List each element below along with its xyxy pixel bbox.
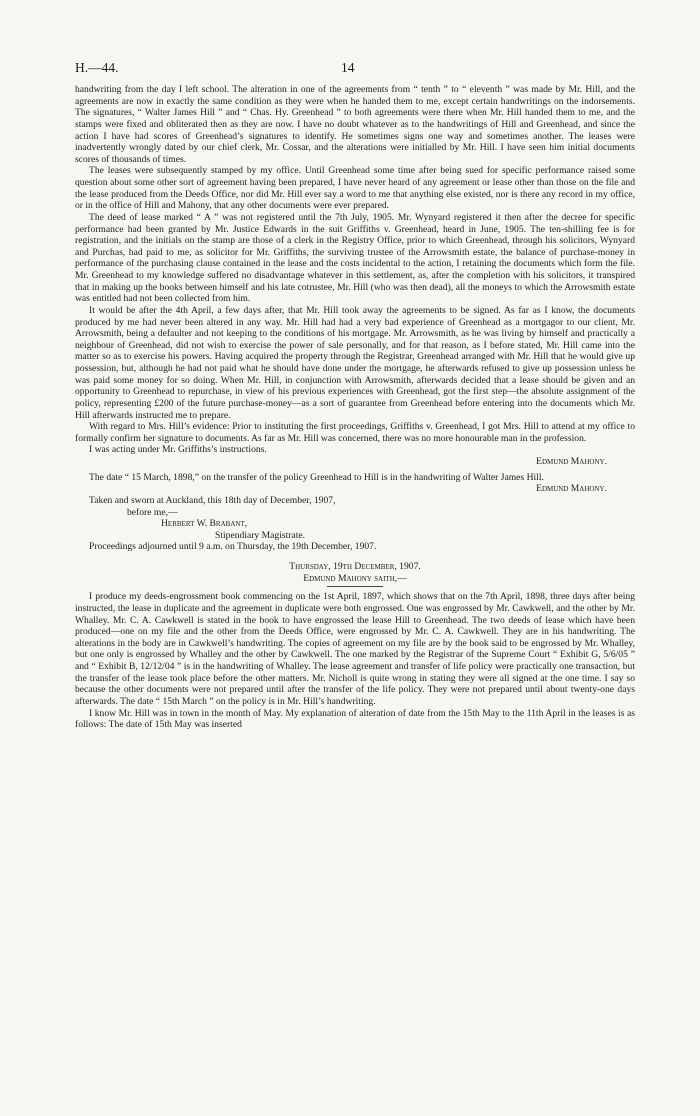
officer-name: Herbert W. Brabant, [161,518,248,530]
paragraph: I produce my deeds-engrossment book commencing on the 1st April, 1897, which shows that on the 7th April, 1898, three days after being instructed, the lease in duplicate and the agreement in duplicate were both engrossed. One was engrossed by Mr. Cawkwell, and the other by Mr. Whalley. Mr. C. A. Cawkwell is stated in the book to have engrossed the lease Hill to Greenhead. The two deeds of lease which have been produced—one on my file and the other from the Deeds Office, were engrossed by Mr. C. A. Cawkwell. They are in his handwriting. The alterations in the body are in Cawkwell’s handwriting. The copies of agreement on my file are by the book said to be engrossed by Mr. Whalley, but one only is engrossed by Whalley and the other by Cawkwell. The one marked by the Registrar of the Supreme Court “ Exhibit G, 5/6/05 ” and “ Exhibit B, 12/12/04 ” is in the handwriting of Whalley. The lease agreement and transfer of life policy were practically one transaction, but the transfer of the lease took place before the other matters. Mr. Nicholl is quite wrong in stating they were all signed at the one time. I say so because the other documents were not prepared until after the transfer of the life policy. They were not prepared until about twenty-one days afterwards. The date “ 15th March ” on the policy is in Mr. Hill’s handwriting. [75,591,635,707]
paragraph: I was acting under Mr. Griffiths’s instructions. [89,444,267,456]
paragraph: The leases were subsequently stamped by my office. Until Greenhead some time after being sued for specific performance raised some question about some other sort of agreement having been prepared, I have never heard of any agreement or lease other than those on the file and the lease produced from the Deeds Office, nor did Mr. Hill ever say a word to me that anything else existed, nor is there any record in my office, or in the office of Hill and Mahony, that any other documents were ever prepared. [75,165,635,212]
session-date-heading: Thursday, 19th December, 1907. [289,561,421,572]
before-line: before me,— [127,506,178,518]
paragraph: The date “ 15 March, 1898,” on the transfer of the policy Greenhead to Hill is in the handwriting of Walter James Hill. [89,471,544,483]
paragraph: With regard to Mrs. Hill’s evidence: Prior to instituting the first proceedings, Griffiths v. Greenhead, I got Mrs. Hill to attend at my office to formally confirm her signature to documents. As far as Mr. Hill was concerned, there was no more honourable man in the profession. [75,421,635,444]
paragraph: The deed of lease marked “ A ” was not registered until the 7th July, 1905. Mr. Wynyard registered it then after the decree for specific performance had been granted by Mr. Justice Edwards in the suit Griffiths v. Greenhead, heard in June, 1905. The ten-shilling fee is for registration, and the initials on the stamp are those of a clerk in the Registry Office, prior to which Greenhead, through his solicitors, Wynyard and Purchas, had paid to me, as solicitor for Mr. Griffiths, the surviving trustee of the Arrowsmith estate, the balance of purchase-money in performance of the purchasing clause contained in the lease and the costs incidental to the action, I retaining the documents which form the file. Mr. Greenhead to my knowledge suffered no disadvantage whatever in this settlement, as, after the completion with his solicitors, it transpired that in making up the books between himself and his late cotrustee, Mr. Hill (who was then dead), all the moneys to which the Arrowsmith estate was entitled had not been collected from him. [75,211,635,305]
body-text [75,84,635,731]
paragraph: It would be after the 4th April, a few days after, that Mr. Hill took away the agreements to be signed. As far as I know, the documents produced by me had never been altered in any way. Mr. Hill had had a very bad experience of Greenhead as a mortgagor to our client, Mr. Arrowsmith, being a defaulter and not keeping to the conditions of his mortgage. Mr. Arrowsmith, as he was living by himself and practically a neighbour of Greenhead, did not wish to exercise the power of sale personally, and for that reason, as I before stated, Mr. Hill came into the matter so as to exercise his powers. Having acquired the property through the Registrar, Greenhead arranged with Mr. Hill that he would give up possession, but, although he had not paid what he should have done under the mortgage, he afterwards refused to give up possession unless he was paid some money for so doing. When Mr. Hill, in conjunction with Arrowsmith, afterwards decided that a lease should be given and an opportunity to Greenhead to repurchase, in view of his previous experiences with Greenhead, got the first step—the absolute assignment of the policy, representing £200 of the future purchase-money—as a sort of guarantee from Greenhead before entering into the documents which Mr. Hill afterwards instructed me to prepare. [75,304,635,421]
witness-heading: Edmund Mahony saith,— [303,572,407,584]
page-number: 14 [341,60,355,75]
officer-title: Stipendiary Magistrate. [215,529,306,541]
document-reference: H.—44. [75,60,119,75]
witness-signature: Edmund Mahony. [536,483,607,495]
sworn-line: Taken and sworn at Auckland, this 18th day of December, 1907, [89,494,336,506]
paragraph: I know Mr. Hill was in town in the month of May. My explanation of alteration of date from the 15th May to the 11th April in the leases is as follows: The date of 15th May was inserted [75,707,635,731]
witness-signature: Edmund Mahony. [536,456,607,467]
paragraph: handwriting from the day I left school. The alteration in one of the agreements from “ tenth ” to “ eleventh ” was made by Mr. Hill, and the agreements are now in exactly the same condition as they were when he handed them to me, except certain handwritings on the indorsements. The signatures, “ Walter James Hill ” and “ Chas. Hy. Greenhead ” to both agreements were there when Mr. Hill handed them to me, and the stamps were fixed and obliterated then as they are now. I have no doubt whatever as to the handwritings of Hill and Greenhead, and since the action I have had scores of Greenhead’s signatures to identify. He sometimes signs one way and sometimes another. The leases were inadvertently wrongly dated by our chief clerk, Mr. Cossar, and the alterations were initialled by Mr. Hill. I have seen him initial documents scores of thousands of times. [75,84,635,165]
adjournment-note: Proceedings adjourned until 9 a.m. on Thursday, the 19th December, 1907. [89,541,377,553]
page-header [75,60,635,76]
